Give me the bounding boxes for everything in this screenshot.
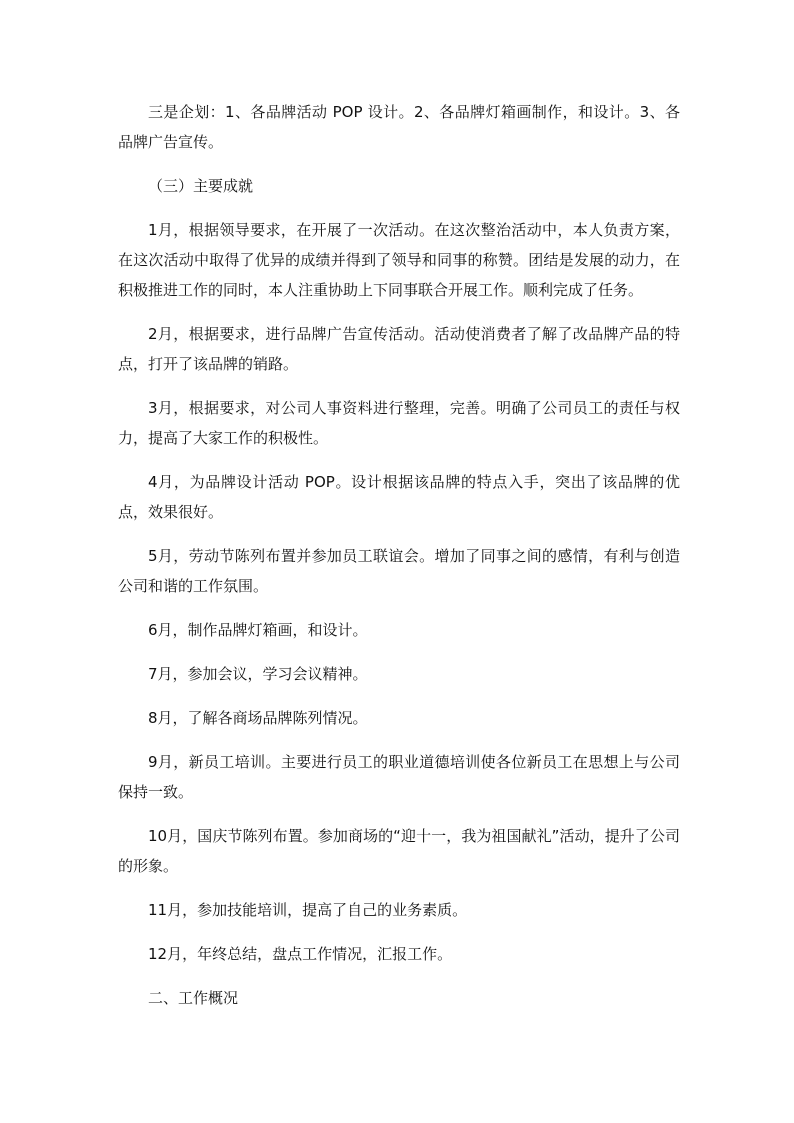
paragraph-january: 1月，根据领导要求，在开展了一次活动。在这次整治活动中，本人负责方案，在这次活动中取得了优异的成绩并得到了领导和同事的称赞。团结是发展的动力，在积极推进工作的同时，本人注重协助上下同事联合开展工作。顺利完成了任务。 xyxy=(118,221,680,299)
paragraph-may: 5月，劳动节陈列布置并参加员工联谊会。增加了同事之间的感情，有利与创造公司和谐的工作氛围。 xyxy=(118,547,680,595)
paragraph-july: 7月，参加会议，学习会议精神。 xyxy=(148,665,368,683)
paragraph-march: 3月，根据要求，对公司人事资料进行整理，完善。明确了公司员工的责任与权力，提高了大家工作的积极性。 xyxy=(118,399,680,447)
paragraph-august: 8月，了解各商场品牌陈列情况。 xyxy=(148,709,368,727)
paragraph-april: 4月，为品牌设计活动 POP。设计根据该品牌的特点入手，突出了该品牌的优点，效果很好。 xyxy=(118,473,680,521)
paragraph-november: 11月，参加技能培训，提高了自己的业务素质。 xyxy=(148,901,468,919)
section-heading-work-overview: 二、工作概况 xyxy=(148,989,239,1007)
paragraph-september: 9月，新员工培训。主要进行员工的职业道德培训使各位新员工在思想上与公司保持一致。 xyxy=(118,753,680,801)
paragraph-october: 10月，国庆节陈列布置。参加商场的“迎十一，我为祖国献礼”活动，提升了公司的形象。 xyxy=(118,827,680,875)
paragraph-december: 12月，年终总结，盘点工作情况，汇报工作。 xyxy=(148,945,453,963)
section-heading-achievements: （三）主要成就 xyxy=(148,177,254,195)
paragraph-june: 6月，制作品牌灯箱画，和设计。 xyxy=(148,621,368,639)
paragraph-planning: 三是企划：1、各品牌活动 POP 设计。2、各品牌灯箱画制作，和设计。3、各品牌广告宣传。 xyxy=(118,103,680,151)
paragraph-february: 2月，根据要求，进行品牌广告宣传活动。活动使消费者了解了改品牌产品的特点，打开了该品牌的销路。 xyxy=(118,325,680,373)
document-body xyxy=(118,97,680,1027)
